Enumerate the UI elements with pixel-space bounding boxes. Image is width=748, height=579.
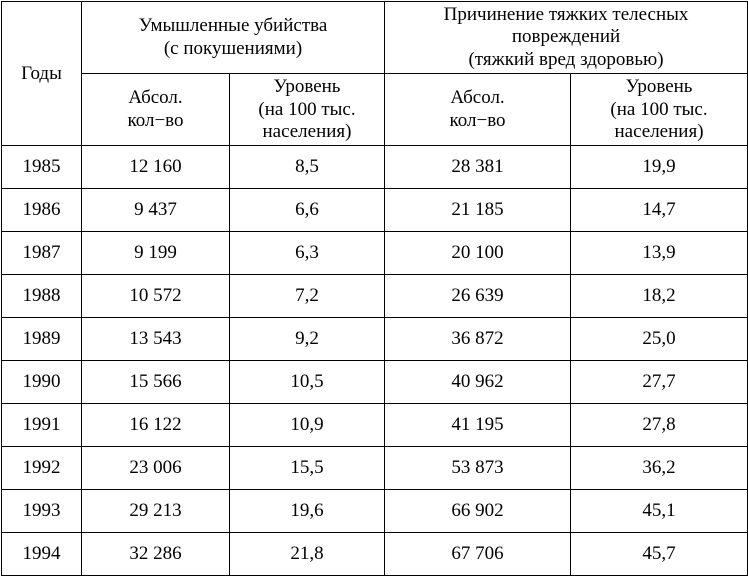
cell-murder-rate: 10,9 (230, 404, 385, 447)
cell-harm-rate: 18,2 (571, 275, 748, 318)
cell-harm-rate: 27,7 (571, 361, 748, 404)
cell-year: 1990 (2, 361, 82, 404)
cell-harm-absolute: 36 872 (385, 318, 571, 361)
header-murders-rate (230, 74, 385, 146)
cell-murder-rate: 15,5 (230, 447, 385, 490)
header-group-murders (82, 2, 385, 74)
cell-murder-rate: 6,6 (230, 189, 385, 232)
cell-year: 1985 (2, 146, 82, 189)
header-harm-rate-line-3: населения) (614, 121, 704, 143)
cell-murder-absolute: 29 213 (82, 490, 230, 533)
cell-year: 1994 (2, 533, 82, 576)
header-group-murders-line-1: Умышленные убийства (138, 15, 328, 37)
cell-harm-absolute: 67 706 (385, 533, 571, 576)
cell-murder-rate: 7,2 (230, 275, 385, 318)
cell-murder-rate: 9,2 (230, 318, 385, 361)
cell-year: 1993 (2, 490, 82, 533)
header-group-grievous-harm-line-3: (тяжкий вред здоровью) (468, 48, 664, 70)
header-harm-rate (571, 74, 748, 146)
document-page (0, 1, 748, 579)
header-murders-rate-line-1: Уровень (273, 76, 341, 98)
cell-murder-absolute: 9 199 (82, 232, 230, 275)
cell-murder-rate: 8,5 (230, 146, 385, 189)
table-header-group-row (2, 2, 748, 74)
cell-murder-absolute: 12 160 (82, 146, 230, 189)
header-harm-rate-line-2: (на 100 тыс. (610, 98, 708, 120)
cell-murder-absolute: 23 006 (82, 447, 230, 490)
cell-harm-rate: 27,8 (571, 404, 748, 447)
cell-harm-rate: 45,7 (571, 533, 748, 576)
header-harm-absolute (385, 74, 571, 146)
cell-murder-rate: 19,6 (230, 490, 385, 533)
cell-harm-rate: 36,2 (571, 447, 748, 490)
cell-harm-absolute: 41 195 (385, 404, 571, 447)
cell-harm-absolute: 40 962 (385, 361, 571, 404)
header-harm-absolute-line-1: Абсол. (450, 87, 505, 109)
cell-murder-absolute: 16 122 (82, 404, 230, 447)
table-row (2, 232, 748, 275)
table-row (2, 189, 748, 232)
table-row (2, 447, 748, 490)
cell-murder-absolute: 13 543 (82, 318, 230, 361)
cell-murder-rate: 6,3 (230, 232, 385, 275)
header-years-label: Годы (21, 62, 62, 84)
header-group-grievous-harm-line-2: повреждений (511, 26, 621, 48)
table-row (2, 318, 748, 361)
table-header (2, 2, 748, 146)
cell-harm-rate: 45,1 (571, 490, 748, 533)
table-row (2, 275, 748, 318)
cell-murder-rate: 10,5 (230, 361, 385, 404)
cell-harm-rate: 14,7 (571, 189, 748, 232)
header-murders-absolute-line-1: Абсол. (128, 87, 183, 109)
cell-harm-absolute: 66 902 (385, 490, 571, 533)
cell-harm-absolute: 20 100 (385, 232, 571, 275)
header-murders-rate-line-2: (на 100 тыс. (258, 98, 356, 120)
header-group-grievous-harm-line-1: Причинение тяжких телесных (443, 4, 689, 25)
table-row (2, 146, 748, 189)
table-row (2, 490, 748, 533)
cell-harm-absolute: 26 639 (385, 275, 571, 318)
header-group-murders-line-2: (с покушениями) (163, 37, 303, 59)
table-row (2, 361, 748, 404)
header-years (2, 2, 82, 146)
cell-year: 1991 (2, 404, 82, 447)
cell-harm-rate: 19,9 (571, 146, 748, 189)
cell-murder-rate: 21,8 (230, 533, 385, 576)
cell-harm-rate: 13,9 (571, 232, 748, 275)
table-row (2, 533, 748, 576)
cell-murder-absolute: 15 566 (82, 361, 230, 404)
table-header-sub-row (2, 74, 748, 146)
header-harm-absolute-line-2: кол−во (449, 109, 506, 131)
cell-harm-absolute: 21 185 (385, 189, 571, 232)
header-harm-rate-line-1: Уровень (625, 76, 693, 98)
cell-harm-absolute: 28 381 (385, 146, 571, 189)
cell-year: 1988 (2, 275, 82, 318)
header-group-grievous-harm (385, 2, 748, 74)
crime-statistics-table (1, 1, 748, 576)
cell-year: 1987 (2, 232, 82, 275)
cell-murder-absolute: 10 572 (82, 275, 230, 318)
cell-harm-rate: 25,0 (571, 318, 748, 361)
table-row (2, 404, 748, 447)
header-murders-absolute (82, 74, 230, 146)
header-murders-absolute-line-2: кол−во (127, 109, 184, 131)
cell-year: 1986 (2, 189, 82, 232)
table-body (2, 146, 748, 576)
cell-murder-absolute: 32 286 (82, 533, 230, 576)
header-murders-rate-line-3: населения) (262, 121, 352, 143)
cell-year: 1989 (2, 318, 82, 361)
cell-harm-absolute: 53 873 (385, 447, 571, 490)
cell-murder-absolute: 9 437 (82, 189, 230, 232)
cell-year: 1992 (2, 447, 82, 490)
